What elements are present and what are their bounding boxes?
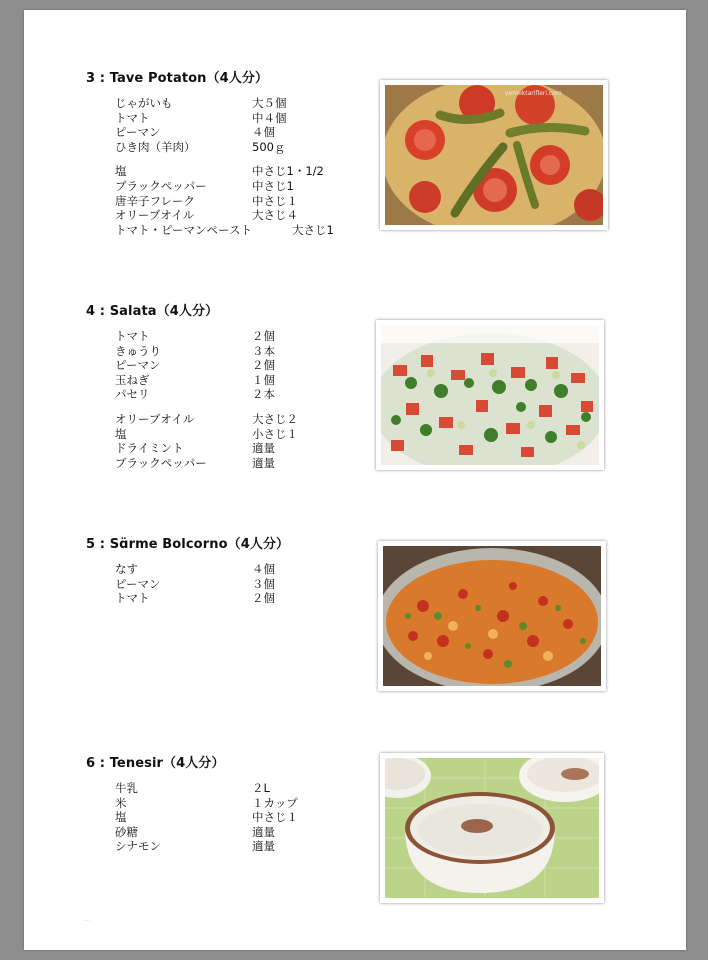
recipe-title: 3 : Tave Potaton（4人分） bbox=[86, 71, 269, 86]
page-footer-mark: · · · bbox=[84, 918, 91, 923]
recipe-photo bbox=[376, 320, 604, 470]
ingredient-amount: 適量 bbox=[252, 455, 275, 470]
photo-watermark: yemektarifleri.com bbox=[505, 90, 562, 97]
baked-dish-image bbox=[385, 85, 603, 225]
ingredient-name: オリーブオイル bbox=[115, 411, 195, 426]
ingredient-name: ピーマン bbox=[115, 358, 161, 373]
ingredient-name: 米 bbox=[115, 795, 127, 810]
stew-image bbox=[383, 546, 601, 686]
ingredient-amount: ４個 bbox=[252, 125, 275, 140]
ingredient-amount: ４個 bbox=[252, 562, 275, 576]
ingredient-amount: ２個 bbox=[252, 329, 275, 343]
recipe-title: 6 : Tenesir（4人分） bbox=[86, 756, 225, 771]
recipe-title: 5 : Sɑ̈rme Bolcorno（4人分） bbox=[86, 537, 290, 552]
salad-image bbox=[381, 325, 599, 465]
ingredient-amount: 大さじ２ bbox=[252, 411, 298, 426]
recipe-photo bbox=[380, 80, 608, 230]
ingredient-name: シナモン bbox=[115, 839, 161, 854]
ingredient-amount: ２個 bbox=[252, 591, 275, 606]
recipe-photo bbox=[378, 541, 606, 691]
ingredient-name: ブラックペッパー bbox=[115, 178, 207, 193]
ingredient-name: パセリ bbox=[115, 387, 150, 402]
ingredient-name: ピーマン bbox=[115, 125, 161, 140]
ingredient-amount: 中さじ1 bbox=[252, 178, 294, 193]
ingredient-name: トマト bbox=[115, 110, 150, 125]
ingredient-amount: 中４個 bbox=[252, 110, 287, 125]
ingredient-name: オリーブオイル bbox=[115, 208, 195, 223]
ingredient-amount: ２本 bbox=[252, 387, 275, 402]
ingredient-name: じゃがいも bbox=[115, 96, 173, 110]
ingredient-amount: １個 bbox=[252, 372, 275, 387]
ingredient-amount: 大さじ1 bbox=[292, 222, 334, 237]
recipe-photo bbox=[380, 753, 604, 903]
ingredient-amount: １カップ bbox=[252, 795, 298, 810]
ingredient-name: トマト bbox=[115, 329, 150, 343]
ingredient-amount: ２L bbox=[252, 781, 270, 795]
ingredient-name: 塩 bbox=[115, 426, 127, 441]
ingredient-name: トマト・ピーマンペースト bbox=[115, 222, 252, 237]
ingredient-amount: 適量 bbox=[252, 441, 275, 456]
ingredient-name: 牛乳 bbox=[115, 781, 138, 795]
ingredient-amount: ３個 bbox=[252, 576, 275, 591]
recipe-title: 4 : Salata（4人分） bbox=[86, 304, 219, 319]
ingredient-amount: 小さじ１ bbox=[252, 426, 298, 441]
ingredient-name: ドライミント bbox=[115, 441, 184, 456]
ingredient-name: トマト bbox=[115, 591, 150, 606]
ingredient-name: 唐辛子フレーク bbox=[115, 193, 196, 208]
ingredient-name: ピーマン bbox=[115, 576, 161, 591]
ingredient-amount: 大さじ４ bbox=[252, 208, 298, 223]
ingredient-amount: 適量 bbox=[252, 824, 275, 839]
pudding-image bbox=[385, 758, 599, 898]
ingredient-name: 玉ねぎ bbox=[115, 372, 150, 387]
ingredient-amount: 大５個 bbox=[252, 96, 287, 110]
ingredient-name: ひき肉（羊肉） bbox=[115, 139, 196, 154]
ingredient-amount: ３本 bbox=[252, 343, 275, 358]
ingredient-name: 塩 bbox=[115, 164, 127, 179]
ingredient-amount: 中さじ１ bbox=[252, 810, 298, 825]
ingredient-name: 塩 bbox=[115, 810, 127, 825]
ingredient-name: なす bbox=[115, 562, 138, 576]
document-page bbox=[24, 10, 686, 950]
ingredient-amount: 中さじ1・1/2 bbox=[252, 164, 324, 179]
ingredient-name: ブラックペッパー bbox=[115, 455, 207, 470]
ingredient-amount: 中さじ１ bbox=[252, 193, 298, 208]
ingredient-name: 砂糖 bbox=[115, 824, 138, 839]
ingredient-name: きゅうり bbox=[115, 343, 161, 358]
ingredient-amount: 適量 bbox=[252, 839, 275, 854]
ingredient-amount: 500ｇ bbox=[252, 139, 286, 154]
ingredient-amount: ２個 bbox=[252, 358, 275, 373]
